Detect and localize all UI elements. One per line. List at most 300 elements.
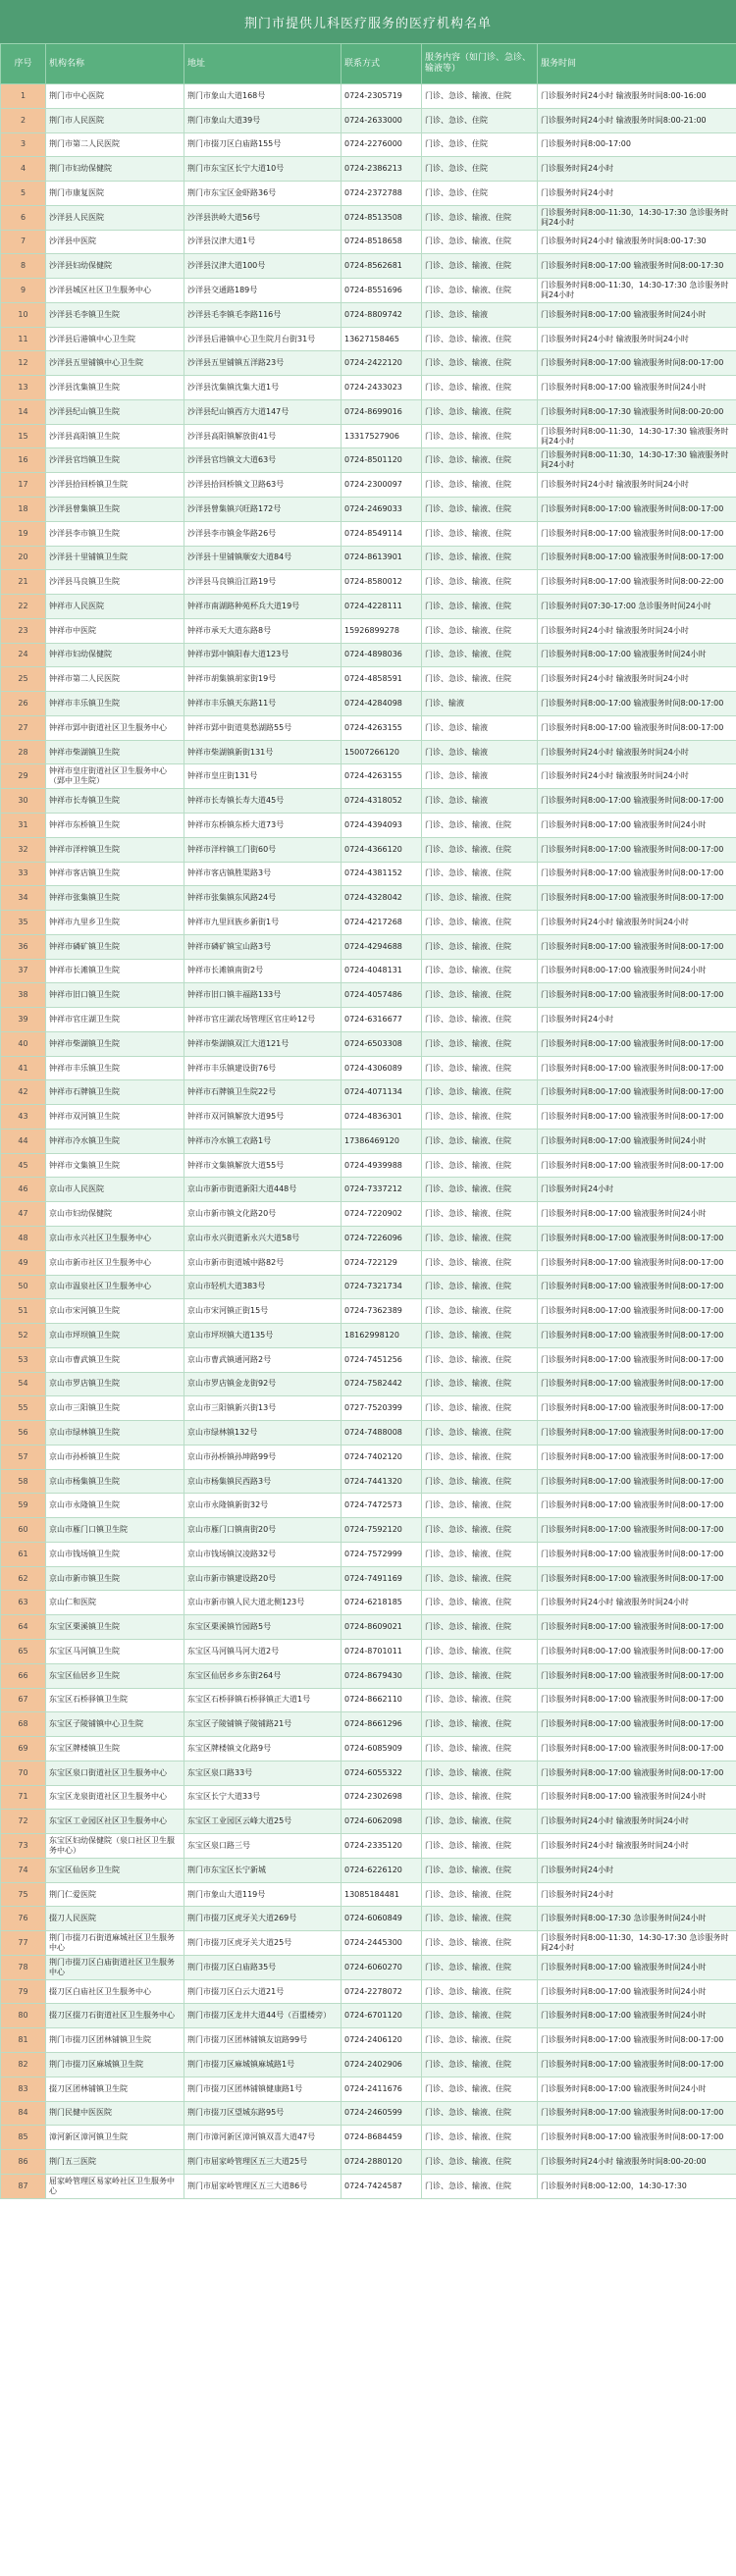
cell-phone: 0724-4858591 <box>342 667 422 692</box>
cell-services: 门诊、急诊、输液、住院 <box>422 2053 538 2077</box>
cell-name: 京山市杨集镇卫生院 <box>46 1469 184 1494</box>
cell-name: 京山市新市镇卫生院 <box>46 1566 184 1591</box>
table-row <box>1 813 736 837</box>
cell-services: 门诊、急诊、输液、住院 <box>422 1542 538 1566</box>
cell-hours: 门诊服务时间8:00-11:30，14:30-17:30 急诊服务时间24小时 <box>538 279 736 303</box>
table-row <box>1 2028 736 2053</box>
cell-services: 门诊、急诊、输液、住院 <box>422 1688 538 1712</box>
cell-index: 63 <box>1 1591 46 1615</box>
cell-address: 沙洋县洪岭大道56号 <box>184 205 342 230</box>
cell-index: 5 <box>1 182 46 206</box>
cell-phone: 18162998120 <box>342 1324 422 1348</box>
table-row <box>1 1080 736 1105</box>
cell-phone: 0724-4284098 <box>342 692 422 716</box>
cell-services: 门诊、急诊、住院 <box>422 157 538 182</box>
table-row <box>1 1737 736 1761</box>
cell-index: 33 <box>1 862 46 886</box>
cell-index: 2 <box>1 108 46 132</box>
cell-index: 28 <box>1 740 46 764</box>
cell-phone: 0724-7402120 <box>342 1445 422 1469</box>
table-row <box>1 1031 736 1056</box>
table-row <box>1 205 736 230</box>
cell-name: 沙洋县拾回桥镇卫生院 <box>46 473 184 498</box>
cell-index: 71 <box>1 1785 46 1810</box>
cell-services: 门诊、急诊、输液 <box>422 715 538 740</box>
cell-phone: 0724-7226096 <box>342 1226 422 1250</box>
table-row <box>1 1008 736 1032</box>
cell-index: 81 <box>1 2028 46 2053</box>
cell-hours: 门诊服务时间8:00-12:00，14:30-17:30 <box>538 2174 736 2198</box>
cell-address: 京山市永兴街道新永兴大道58号 <box>184 1226 342 1250</box>
cell-phone: 0724-2278072 <box>342 1979 422 2004</box>
cell-phone: 0724-6226120 <box>342 1858 422 1882</box>
cell-address: 京山市坪坝镇大道135号 <box>184 1324 342 1348</box>
cell-index: 83 <box>1 2077 46 2101</box>
cell-name: 京山仁和医院 <box>46 1591 184 1615</box>
cell-phone: 0724-2372788 <box>342 182 422 206</box>
cell-address: 钟祥市旧口镇丰福路133号 <box>184 983 342 1008</box>
cell-hours: 门诊服务时间8:00-17:00 输液服务时间24小时 <box>538 643 736 667</box>
cell-name: 漳河新区漳河镇卫生院 <box>46 2126 184 2150</box>
cell-address: 荆门市屈家岭管理区五三大道25号 <box>184 2150 342 2175</box>
cell-hours: 门诊服务时间8:00-17:00 输液服务时间24小时 <box>538 1202 736 1227</box>
cell-hours: 门诊服务时间8:00-17:00 <box>538 132 736 157</box>
cell-name: 京山市孙桥镇卫生院 <box>46 1445 184 1469</box>
cell-hours: 门诊服务时间8:00-17:00 输液服务时间8:00-17:00 <box>538 1031 736 1056</box>
cell-address: 荆门市东宝区长宁新城 <box>184 1858 342 1882</box>
cell-name: 东宝区龙泉街道社区卫生服务中心 <box>46 1785 184 1810</box>
cell-services: 门诊、急诊、输液 <box>422 789 538 814</box>
table-row <box>1 1299 736 1324</box>
cell-phone: 0724-4306089 <box>342 1056 422 1080</box>
cell-services: 门诊、急诊、输液、住院 <box>422 983 538 1008</box>
cell-hours: 门诊服务时间8:00-17:00 输液服务时间8:00-17:00 <box>538 1663 736 1688</box>
cell-services: 门诊、急诊、输液、住院 <box>422 1882 538 1907</box>
cell-name: 京山市坪坝镇卫生院 <box>46 1324 184 1348</box>
cell-name: 荆门市掇刀区白庙街道社区卫生服务中心 <box>46 1955 184 1979</box>
cell-name: 京山市温泉社区卫生服务中心 <box>46 1275 184 1299</box>
cell-address: 荆门市掇刀区团林铺镇友谊路99号 <box>184 2028 342 2053</box>
table-row <box>1 448 736 473</box>
cell-services: 门诊、急诊、输液 <box>422 764 538 789</box>
cell-name: 钟祥市客店镇卫生院 <box>46 862 184 886</box>
cell-hours: 门诊服务时间24小时 输液服务时间8:00-16:00 <box>538 84 736 109</box>
cell-services: 门诊、急诊、输液、住院 <box>422 1834 538 1859</box>
table-body <box>1 84 736 2199</box>
cell-services: 门诊、急诊、输液、住院 <box>422 1737 538 1761</box>
cell-name: 沙洋县十里铺镇卫生院 <box>46 546 184 570</box>
cell-name: 荆门市人民医院 <box>46 108 184 132</box>
table-row <box>1 837 736 862</box>
cell-name: 钟祥市丰乐镇卫生院 <box>46 692 184 716</box>
cell-index: 87 <box>1 2174 46 2198</box>
cell-address: 沙洋县后港镇中心卫生院月台街31号 <box>184 327 342 351</box>
table-row <box>1 1834 736 1859</box>
cell-phone: 0724-6218185 <box>342 1591 422 1615</box>
cell-index: 68 <box>1 1712 46 1737</box>
cell-index: 76 <box>1 1907 46 1931</box>
cell-address: 钟祥市石牌镇卫生院22号 <box>184 1080 342 1105</box>
cell-hours: 门诊服务时间8:00-17:00 输液服务时间8:00-17:00 <box>538 1250 736 1275</box>
cell-index: 46 <box>1 1178 46 1202</box>
cell-name: 钟祥市皇庄街道社区卫生服务中心（郢中卫生院） <box>46 764 184 789</box>
cell-phone: 0724-4898036 <box>342 643 422 667</box>
table-row <box>1 911 736 935</box>
cell-address: 京山市宋河镇正街15号 <box>184 1299 342 1324</box>
table-row <box>1 157 736 182</box>
cell-hours: 门诊服务时间24小时 输液服务时间8:00-21:00 <box>538 108 736 132</box>
cell-services: 门诊、急诊、输液、住院 <box>422 546 538 570</box>
cell-index: 34 <box>1 886 46 911</box>
cell-index: 24 <box>1 643 46 667</box>
cell-phone: 13317527906 <box>342 424 422 448</box>
cell-services: 门诊、急诊、输液 <box>422 740 538 764</box>
cell-phone: 13085184481 <box>342 1882 422 1907</box>
cell-address: 钟祥市郢中镇阳春大道123号 <box>184 643 342 667</box>
cell-hours: 门诊服务时间8:00-17:00 输液服务时间8:00-17:00 <box>538 1566 736 1591</box>
table-row <box>1 1907 736 1931</box>
cell-index: 61 <box>1 1542 46 1566</box>
cell-hours: 门诊服务时间8:00-17:00 输液服务时间8:00-17:00 <box>538 886 736 911</box>
cell-address: 京山市新市镇文化路20号 <box>184 1202 342 1227</box>
cell-name: 钟祥市旧口镇卫生院 <box>46 983 184 1008</box>
cell-index: 70 <box>1 1761 46 1785</box>
cell-services: 门诊、急诊、输液、住院 <box>422 351 538 376</box>
cell-index: 69 <box>1 1737 46 1761</box>
cell-index: 12 <box>1 351 46 376</box>
cell-index: 26 <box>1 692 46 716</box>
cell-phone: 0724-2302698 <box>342 1785 422 1810</box>
cell-hours: 门诊服务时间8:00-17:00 输液服务时间8:00-17:00 <box>538 715 736 740</box>
cell-address: 沙洋县李市镇金华路26号 <box>184 521 342 546</box>
cell-index: 40 <box>1 1031 46 1056</box>
cell-hours: 门诊服务时间8:00-17:00 输液服务时间8:00-17:00 <box>538 521 736 546</box>
cell-services: 门诊、急诊、输液、住院 <box>422 1907 538 1931</box>
cell-phone: 0724-2406120 <box>342 2028 422 2053</box>
cell-address: 荆门市东宝区金虾路36号 <box>184 182 342 206</box>
cell-index: 54 <box>1 1372 46 1396</box>
cell-phone: 0724-2422120 <box>342 351 422 376</box>
cell-address: 钟祥市柴湖镇双江大道121号 <box>184 1031 342 1056</box>
cell-name: 京山市妇幼保健院 <box>46 1202 184 1227</box>
cell-name: 沙洋县李市镇卫生院 <box>46 521 184 546</box>
cell-address: 东宝区泉口路三号 <box>184 1834 342 1859</box>
table-row <box>1 230 736 254</box>
table-row <box>1 692 736 716</box>
cell-phone: 0724-4263155 <box>342 764 422 789</box>
cell-services: 门诊、急诊、输液、住院 <box>422 1031 538 1056</box>
cell-phone: 0724-8551696 <box>342 279 422 303</box>
cell-services: 门诊、急诊、输液、住院 <box>422 1518 538 1543</box>
cell-services: 门诊、急诊、输液、住院 <box>422 1615 538 1640</box>
cell-services: 门诊、急诊、输液、住院 <box>422 473 538 498</box>
cell-phone: 0724-8562681 <box>342 254 422 279</box>
cell-phone: 13627158465 <box>342 327 422 351</box>
cell-hours: 门诊服务时间24小时 输液服务时间24小时 <box>538 764 736 789</box>
cell-address: 沙洋县十里铺镇顺安大道84号 <box>184 546 342 570</box>
cell-address: 沙洋县高阳镇解放街41号 <box>184 424 342 448</box>
cell-services: 门诊、急诊、输液、住院 <box>422 1858 538 1882</box>
cell-address: 沙洋县五里铺镇五洋路23号 <box>184 351 342 376</box>
table-row <box>1 934 736 959</box>
cell-services: 门诊、急诊、输液、住院 <box>422 448 538 473</box>
cell-index: 18 <box>1 498 46 522</box>
cell-name: 京山市绿林镇卫生院 <box>46 1421 184 1446</box>
cell-index: 15 <box>1 424 46 448</box>
table-row <box>1 2174 736 2198</box>
cell-name: 沙洋县高阳镇卫生院 <box>46 424 184 448</box>
cell-name: 京山市永隆镇卫生院 <box>46 1494 184 1518</box>
cell-phone: 0724-6060849 <box>342 1907 422 1931</box>
cell-address: 沙洋县汉津大道100号 <box>184 254 342 279</box>
cell-services: 门诊、急诊、输液、住院 <box>422 376 538 400</box>
cell-hours: 门诊服务时间24小时 输液服务时间24小时 <box>538 667 736 692</box>
cell-address: 京山市雁门口镇南街20号 <box>184 1518 342 1543</box>
cell-index: 25 <box>1 667 46 692</box>
cell-hours: 门诊服务时间8:00-17:00 输液服务时间8:00-17:00 <box>538 1299 736 1324</box>
cell-hours: 门诊服务时间8:00-17:00 输液服务时间8:00-17:00 <box>538 1396 736 1421</box>
cell-phone: 0724-7321734 <box>342 1275 422 1299</box>
cell-hours: 门诊服务时间8:00-17:00 输液服务时间8:00-17:00 <box>538 1421 736 1446</box>
cell-hours: 门诊服务时间8:00-17:00 输液服务时间8:00-17:00 <box>538 1324 736 1348</box>
table-row <box>1 302 736 327</box>
cell-services: 门诊、急诊、输液、住院 <box>422 1080 538 1105</box>
cell-address: 钟祥市丰乐镇建设街76号 <box>184 1056 342 1080</box>
cell-name: 沙洋县人民医院 <box>46 205 184 230</box>
cell-services: 门诊、急诊、输液、住院 <box>422 521 538 546</box>
cell-name: 京山市永兴社区卫生服务中心 <box>46 1226 184 1250</box>
cell-services: 门诊、急诊、输液、住院 <box>422 1153 538 1178</box>
cell-phone: 0724-7337212 <box>342 1178 422 1202</box>
cell-address: 钟祥市客店镇胜渠路3号 <box>184 862 342 886</box>
cell-phone: 0724-7472573 <box>342 1494 422 1518</box>
cell-address: 钟祥市承天大道东路8号 <box>184 618 342 643</box>
cell-hours: 门诊服务时间8:00-17:00 输液服务时间8:00-17:00 <box>538 1494 736 1518</box>
cell-services: 门诊、急诊、输液、住院 <box>422 498 538 522</box>
cell-name: 钟祥市九里乡卫生院 <box>46 911 184 935</box>
cell-address: 钟祥市文集镇解放大道55号 <box>184 1153 342 1178</box>
table-row <box>1 1931 736 1956</box>
table-header <box>1 44 736 84</box>
cell-address: 京山市钱场镇汉凌路32号 <box>184 1542 342 1566</box>
cell-index: 44 <box>1 1129 46 1153</box>
cell-phone: 0724-6060270 <box>342 1955 422 1979</box>
cell-hours: 门诊服务时间8:00-17:00 输液服务时间24小时 <box>538 1955 736 1979</box>
cell-hours: 门诊服务时间8:00-17:00 输液服务时间8:00-17:00 <box>538 862 736 886</box>
cell-hours: 门诊服务时间8:00-17:30 急诊服务时间24小时 <box>538 1907 736 1931</box>
table-row <box>1 473 736 498</box>
cell-name: 钟祥市柴湖镇卫生院 <box>46 740 184 764</box>
cell-services: 门诊、急诊、输液、住院 <box>422 2028 538 2053</box>
document-title: 荆门市提供儿科医疗服务的医疗机构名单 <box>0 0 736 43</box>
cell-phone: 15007266120 <box>342 740 422 764</box>
cell-phone: 0724-8609021 <box>342 1615 422 1640</box>
cell-index: 65 <box>1 1640 46 1664</box>
table-row <box>1 399 736 424</box>
cell-name: 东宝区牌楼镇卫生院 <box>46 1737 184 1761</box>
table-row <box>1 595 736 619</box>
cell-hours: 门诊服务时间8:00-17:00 输液服务时间8:00-17:00 <box>538 1105 736 1130</box>
cell-hours: 门诊服务时间24小时 <box>538 1178 736 1202</box>
cell-services: 门诊、急诊、输液、住院 <box>422 1761 538 1785</box>
table-row <box>1 424 736 448</box>
cell-index: 72 <box>1 1810 46 1834</box>
cell-address: 京山市罗店镇金龙街92号 <box>184 1372 342 1396</box>
cell-phone: 0724-2335120 <box>342 1834 422 1859</box>
table-row <box>1 376 736 400</box>
cell-phone: 0724-7441320 <box>342 1469 422 1494</box>
table-row <box>1 1421 736 1446</box>
cell-phone: 0724-2386213 <box>342 157 422 182</box>
cell-name: 沙洋县沈集镇卫生院 <box>46 376 184 400</box>
col-header-hours: 服务时间 <box>538 44 736 84</box>
cell-hours: 门诊服务时间8:00-17:00 输液服务时间8:00-17:30 <box>538 254 736 279</box>
cell-address: 荆门市掇刀区望城东路95号 <box>184 2101 342 2126</box>
cell-hours: 门诊服务时间8:00-17:00 输液服务时间24小时 <box>538 302 736 327</box>
cell-hours: 门诊服务时间24小时 <box>538 182 736 206</box>
cell-address: 京山市永隆镇新街32号 <box>184 1494 342 1518</box>
cell-hours: 门诊服务时间8:00-17:00 输液服务时间8:00-17:00 <box>538 1737 736 1761</box>
cell-index: 42 <box>1 1080 46 1105</box>
cell-address: 沙洋县拾回桥镇文卫路63号 <box>184 473 342 498</box>
cell-address: 荆门市象山大道39号 <box>184 108 342 132</box>
cell-services: 门诊、急诊、输液、住院 <box>422 959 538 983</box>
cell-services: 门诊、急诊、输液、住院 <box>422 667 538 692</box>
cell-name: 东宝区泉口街道社区卫生服务中心 <box>46 1761 184 1785</box>
cell-hours: 门诊服务时间8:00-17:00 输液服务时间8:00-17:00 <box>538 2101 736 2126</box>
cell-phone: 0724-2300097 <box>342 473 422 498</box>
cell-name: 钟祥市张集镇卫生院 <box>46 886 184 911</box>
cell-index: 38 <box>1 983 46 1008</box>
cell-services: 门诊、急诊、输液、住院 <box>422 1640 538 1664</box>
table-row <box>1 1979 736 2004</box>
table-row <box>1 1445 736 1469</box>
col-header-name: 机构名称 <box>46 44 184 84</box>
cell-address: 东宝区长宁大道33号 <box>184 1785 342 1810</box>
cell-address: 沙洋县曾集镇兴旺路172号 <box>184 498 342 522</box>
cell-address: 荆门市掇刀区龙井大道44号（百盟楼旁） <box>184 2004 342 2028</box>
cell-name: 沙洋县曾集镇卫生院 <box>46 498 184 522</box>
cell-name: 荆门市中心医院 <box>46 84 184 109</box>
cell-name: 钟祥市丰乐镇卫生院 <box>46 1056 184 1080</box>
cell-hours: 门诊服务时间8:00-17:00 输液服务时间8:00-17:00 <box>538 1080 736 1105</box>
cell-name: 掇刀区白庙社区卫生服务中心 <box>46 1979 184 2004</box>
cell-name: 东宝区仙居乡卫生院 <box>46 1663 184 1688</box>
cell-index: 31 <box>1 813 46 837</box>
cell-services: 门诊、急诊、输液、住院 <box>422 1347 538 1372</box>
cell-phone: 0724-4217268 <box>342 911 422 935</box>
table-row <box>1 570 736 595</box>
table-row <box>1 715 736 740</box>
cell-index: 20 <box>1 546 46 570</box>
cell-name: 东宝区工业园区社区卫生服务中心 <box>46 1810 184 1834</box>
cell-address: 钟祥市洋梓镇工门街60号 <box>184 837 342 862</box>
cell-services: 门诊、急诊、输液、住院 <box>422 399 538 424</box>
cell-address: 沙洋县毛李镇毛李路116号 <box>184 302 342 327</box>
table-row <box>1 1153 736 1178</box>
table-row <box>1 84 736 109</box>
cell-address: 荆门市掇刀区白庙路155号 <box>184 132 342 157</box>
cell-index: 13 <box>1 376 46 400</box>
cell-services: 门诊、急诊、输液、住院 <box>422 862 538 886</box>
cell-hours: 门诊服务时间8:00-17:00 输液服务时间8:00-17:00 <box>538 1761 736 1785</box>
cell-address: 钟祥市张集镇东风路24号 <box>184 886 342 911</box>
cell-services: 门诊、急诊、输液、住院 <box>422 2077 538 2101</box>
cell-hours: 门诊服务时间8:00-17:00 输液服务时间8:00-17:00 <box>538 1372 736 1396</box>
cell-name: 沙洋县官垱镇卫生院 <box>46 448 184 473</box>
table-row <box>1 1810 736 1834</box>
cell-index: 29 <box>1 764 46 789</box>
cell-index: 11 <box>1 327 46 351</box>
table-row <box>1 862 736 886</box>
cell-phone: 0724-7582442 <box>342 1372 422 1396</box>
cell-phone: 0724-2411676 <box>342 2077 422 2101</box>
cell-name: 沙洋县城区社区卫生服务中心 <box>46 279 184 303</box>
cell-hours: 门诊服务时间8:00-17:00 输液服务时间8:00-17:00 <box>538 1056 736 1080</box>
cell-hours: 门诊服务时间8:00-17:30 输液服务时间8:00-20:00 <box>538 399 736 424</box>
cell-index: 21 <box>1 570 46 595</box>
cell-hours: 门诊服务时间8:00-11:30，14:30-17:30 急诊服务时间24小时 <box>538 205 736 230</box>
cell-name: 掇刀人民医院 <box>46 1907 184 1931</box>
cell-name: 京山市人民医院 <box>46 1178 184 1202</box>
cell-phone: 0724-4939988 <box>342 1153 422 1178</box>
cell-index: 75 <box>1 1882 46 1907</box>
cell-address: 钟祥市胡集镇胡家街19号 <box>184 667 342 692</box>
table-row <box>1 327 736 351</box>
cell-name: 钟祥市双河镇卫生院 <box>46 1105 184 1130</box>
cell-hours: 门诊服务时间8:00-17:00 输液服务时间8:00-17:00 <box>538 1688 736 1712</box>
institution-table <box>0 43 736 2199</box>
cell-services: 门诊、急诊、输液、住院 <box>422 934 538 959</box>
cell-name: 东宝区仙居乡卫生院 <box>46 1858 184 1882</box>
cell-phone: 0724-8809742 <box>342 302 422 327</box>
table-row <box>1 1640 736 1664</box>
cell-address: 钟祥市皇庄街131号 <box>184 764 342 789</box>
cell-name: 东宝区妇幼保健院（泉口社区卫生服务中心） <box>46 1834 184 1859</box>
cell-hours: 门诊服务时间8:00-17:00 输液服务时间24小时 <box>538 376 736 400</box>
table-row <box>1 789 736 814</box>
cell-name: 钟祥市郢中街道社区卫生服务中心 <box>46 715 184 740</box>
cell-hours: 门诊服务时间8:00-17:00 输液服务时间8:00-17:00 <box>538 1542 736 1566</box>
cell-phone: 0724-4381152 <box>342 862 422 886</box>
cell-address: 东宝区马河镇马河大道2号 <box>184 1640 342 1664</box>
cell-address: 钟祥市丰乐镇天东路11号 <box>184 692 342 716</box>
table-row <box>1 1858 736 1882</box>
cell-services: 门诊、急诊、输液、住院 <box>422 1178 538 1202</box>
cell-services: 门诊、急诊、输液、住院 <box>422 1202 538 1227</box>
cell-phone: 0724-8613901 <box>342 546 422 570</box>
cell-services: 门诊、急诊、输液、住院 <box>422 1979 538 2004</box>
cell-services: 门诊、急诊、输液、住院 <box>422 1250 538 1275</box>
table-row <box>1 1615 736 1640</box>
cell-phone: 0724-7491169 <box>342 1566 422 1591</box>
cell-name: 钟祥市冷水镇卫生院 <box>46 1129 184 1153</box>
cell-hours: 门诊服务时间24小时 输液服务时间24小时 <box>538 740 736 764</box>
table-row <box>1 643 736 667</box>
cell-hours: 门诊服务时间24小时 输液服务时间24小时 <box>538 1810 736 1834</box>
cell-hours: 门诊服务时间8:00-17:00 输液服务时间8:00-17:00 <box>538 1712 736 1737</box>
cell-index: 82 <box>1 2053 46 2077</box>
table-row <box>1 983 736 1008</box>
cell-address: 京山市三阳镇新兴街13号 <box>184 1396 342 1421</box>
cell-phone: 0724-8501120 <box>342 448 422 473</box>
cell-name: 荆门五三医院 <box>46 2150 184 2175</box>
cell-index: 22 <box>1 595 46 619</box>
cell-services: 门诊、急诊、输液、住院 <box>422 1931 538 1956</box>
cell-index: 53 <box>1 1347 46 1372</box>
table-row <box>1 1542 736 1566</box>
cell-address: 京山市新市镇人民大道北侧123号 <box>184 1591 342 1615</box>
